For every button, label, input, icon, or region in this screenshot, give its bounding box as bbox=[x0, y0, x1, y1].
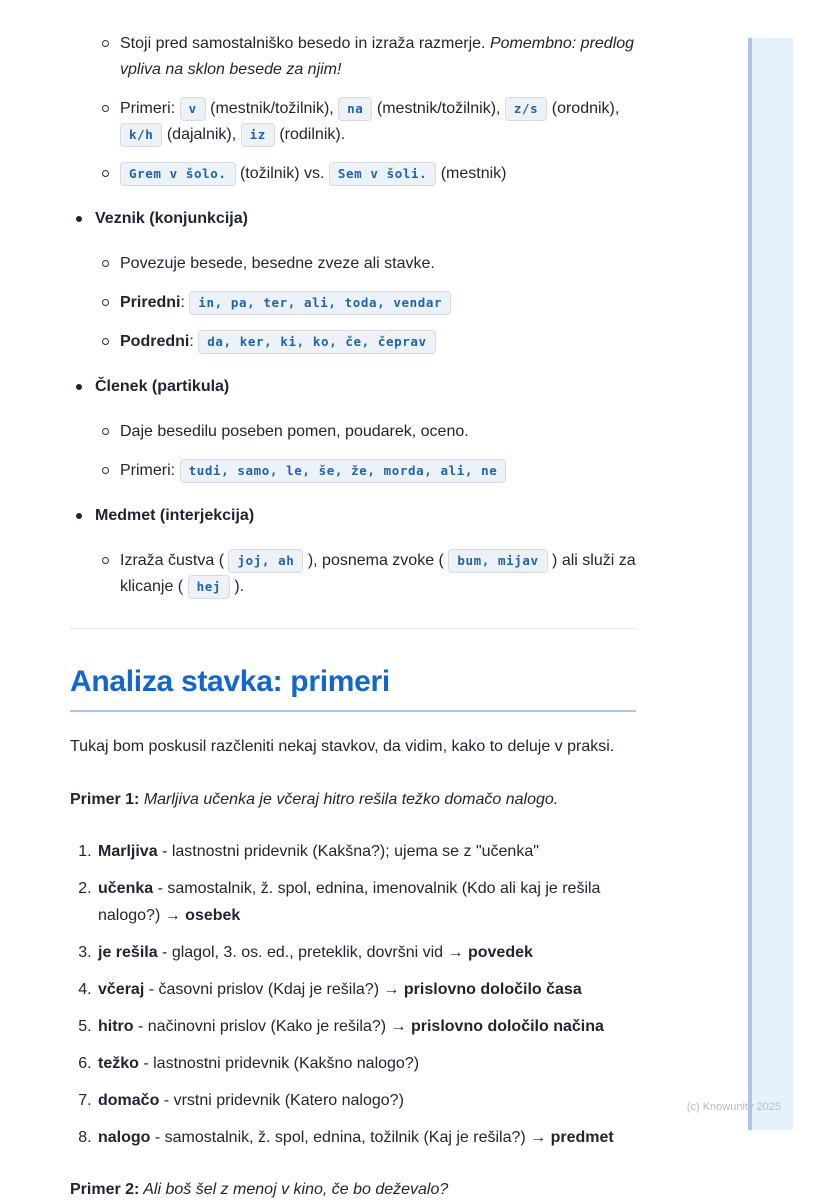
bullet-text: Izraža čustva ( bbox=[120, 552, 229, 569]
sentence-analysis-list bbox=[70, 838, 636, 1151]
analysis-text: - vrstni pridevnik (Katero nalogo?) bbox=[159, 1092, 404, 1109]
bullet-text: (rodilnik). bbox=[274, 126, 346, 143]
bullet-text-italic: Pomembno: predlog vpliva na sklon besede za njim! bbox=[120, 35, 635, 78]
analysis-result: osebek bbox=[185, 907, 241, 924]
list-item bbox=[95, 329, 636, 355]
term-label: Priredni bbox=[120, 294, 181, 311]
list-item bbox=[95, 290, 636, 316]
code-badge: hej bbox=[188, 575, 230, 599]
bullet-text: (mestnik/tožilnik), bbox=[372, 100, 505, 117]
analysis-text: - samostalnik, ž. spol, ednina, tožilnik (Kaj je rešila?) → bbox=[150, 1129, 551, 1146]
analysis-result: predmet bbox=[550, 1129, 614, 1146]
veznik-sublist bbox=[95, 251, 636, 355]
page-title: Analiza stavka: primeri bbox=[70, 665, 636, 712]
analyzed-word: je rešila bbox=[98, 944, 158, 961]
list-item bbox=[70, 96, 636, 148]
clenek-sublist bbox=[95, 419, 636, 484]
code-badge: in, pa, ter, ali, toda, vendar bbox=[189, 291, 451, 315]
analysis-item bbox=[96, 939, 636, 966]
disc-bullet bbox=[76, 513, 82, 519]
primer2-label: Primer 2: bbox=[70, 1181, 140, 1198]
analyzed-word: Marljiva bbox=[98, 843, 158, 860]
disc-bullet bbox=[76, 216, 82, 222]
section-label: Medmet (interjekcija) bbox=[95, 507, 255, 524]
code-badge: Grem v šolo. bbox=[120, 162, 236, 186]
bullet-text: ), posnema zvoke ( bbox=[303, 552, 449, 569]
list-item bbox=[95, 548, 636, 600]
analyzed-word: hitro bbox=[98, 1018, 134, 1035]
analysis-text: - časovni prislov (Kdaj je rešila?) → bbox=[144, 981, 404, 998]
analyzed-word: včeraj bbox=[98, 981, 145, 998]
analysis-result: prislovno določilo načina bbox=[410, 1018, 604, 1035]
section-label: Členek (partikula) bbox=[95, 378, 230, 395]
list-item bbox=[95, 458, 636, 484]
analyzed-word: težko bbox=[98, 1055, 139, 1072]
code-badge: v bbox=[180, 97, 206, 121]
analysis-text: - načinovni prislov (Kako je rešila?) → bbox=[133, 1018, 411, 1035]
bullet-text: (tožilnik) vs. bbox=[235, 165, 329, 182]
code-badge: k/h bbox=[120, 123, 162, 147]
analysis-text: - lastnostni pridevnik (Kakšno nalogo?) bbox=[138, 1055, 420, 1072]
code-badge: bum, mijav bbox=[448, 549, 547, 573]
medmet-sublist bbox=[95, 548, 636, 600]
primer1-sentence: Marljiva učenka je včeraj hitro rešila težko domačo nalogo. bbox=[139, 791, 559, 808]
list-item-medmet bbox=[70, 503, 636, 600]
section-divider bbox=[70, 628, 636, 629]
list-item-clenek bbox=[70, 374, 636, 484]
analysis-result: prislovno določilo časa bbox=[403, 981, 582, 998]
analyzed-word: učenka bbox=[98, 880, 154, 897]
code-badge: Sem v šoli. bbox=[329, 162, 436, 186]
bullet-text: (orodnik), bbox=[547, 100, 620, 117]
primer2-sentence: Ali boš šel z menoj v kino, če bo deževalo? bbox=[139, 1181, 449, 1198]
word-types-list bbox=[70, 206, 636, 600]
bullet-text: (dajalnik), bbox=[162, 126, 241, 143]
code-badge: z/s bbox=[505, 97, 547, 121]
bullet-text: (mestnik) bbox=[436, 165, 507, 182]
disc-bullet bbox=[76, 384, 82, 390]
analysis-text: - glagol, 3. os. ed., preteklik, dovršni vid → bbox=[157, 944, 468, 961]
bullet-text: Daje besedilu poseben pomen, poudarek, oceno. bbox=[120, 423, 469, 440]
bullet-text: Povezuje besede, besedne zveze ali stavke. bbox=[120, 255, 435, 272]
analysis-item bbox=[96, 1087, 636, 1114]
document-content bbox=[70, 31, 636, 1203]
list-item bbox=[70, 161, 636, 187]
analysis-item bbox=[96, 976, 636, 1003]
code-badge: na bbox=[338, 97, 372, 121]
primer1-label: Primer 1: bbox=[70, 791, 140, 808]
code-badge: joj, ah bbox=[228, 549, 303, 573]
bullet-text: : bbox=[180, 294, 190, 311]
analyzed-word: nalogo bbox=[98, 1129, 151, 1146]
bullet-text: (mestnik/tožilnik), bbox=[205, 100, 339, 117]
analysis-item bbox=[96, 838, 636, 865]
analysis-item bbox=[96, 875, 636, 929]
term-label: Podredni bbox=[120, 333, 190, 350]
list-item bbox=[95, 419, 636, 445]
section-label: Veznik (konjunkcija) bbox=[95, 210, 248, 227]
analysis-result: povedek bbox=[467, 944, 533, 961]
bullet-text: : bbox=[189, 333, 199, 350]
predlog-sublist bbox=[70, 31, 636, 187]
list-item-veznik bbox=[70, 206, 636, 355]
code-badge: tudi, samo, le, še, že, morda, ali, ne bbox=[180, 459, 507, 483]
bullet-text: Primeri: bbox=[120, 462, 180, 479]
analysis-text: - samostalnik, ž. spol, ednina, imenovalnik (Kdo ali kaj je rešila nalogo?) → bbox=[98, 880, 601, 924]
right-accent-strip bbox=[748, 38, 793, 1130]
list-item bbox=[95, 251, 636, 277]
intro-paragraph: Tukaj bom poskusil razčleniti nekaj stavkov, da vidim, kako to deluje v praksi. bbox=[70, 738, 615, 755]
analysis-item bbox=[96, 1124, 636, 1151]
bullet-text: ) ali služi za klicanje ( bbox=[120, 552, 636, 595]
analyzed-word: domačo bbox=[98, 1092, 160, 1109]
primer2-line bbox=[70, 1177, 636, 1203]
code-badge: iz bbox=[241, 123, 275, 147]
bullet-text: Stoji pred samostalniško besedo in izraža razmerje. bbox=[120, 35, 490, 52]
bullet-text: Primeri: bbox=[120, 100, 180, 117]
analysis-item bbox=[96, 1013, 636, 1040]
bullet-text: ). bbox=[229, 578, 245, 595]
primer1-line bbox=[70, 787, 636, 813]
watermark: (c) Knowunity 2025 bbox=[686, 1101, 781, 1113]
analysis-text: - lastnostni pridevnik (Kakšna?); ujema se z "učenka" bbox=[157, 843, 539, 860]
code-badge: da, ker, ki, ko, če, čeprav bbox=[198, 330, 435, 354]
list-item bbox=[70, 31, 636, 83]
analysis-item bbox=[96, 1050, 636, 1077]
